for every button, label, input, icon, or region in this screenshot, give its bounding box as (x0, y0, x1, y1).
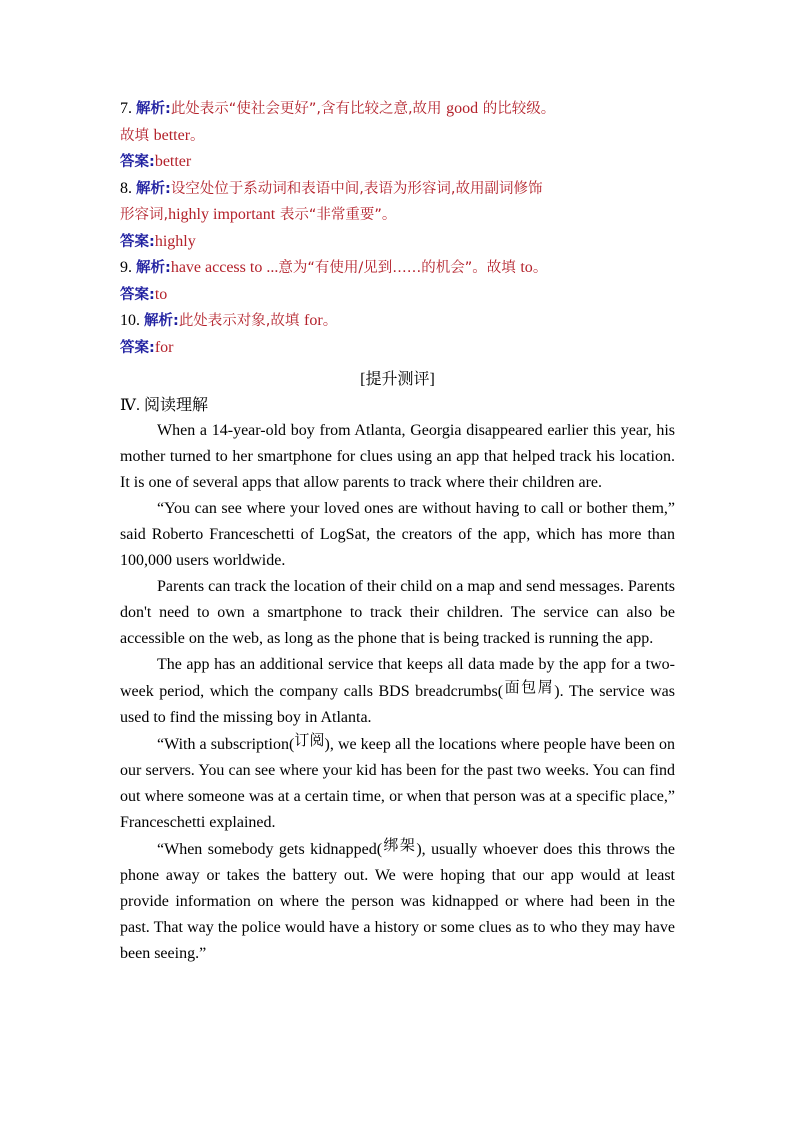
passage-paragraph (120, 574, 675, 652)
explanation-text: 。 (190, 127, 205, 144)
explanation-line (120, 176, 675, 203)
question-number: 9. (120, 259, 136, 276)
paragraph-text: “When somebody gets kidnapped( (157, 841, 383, 858)
explanation-text: 设空处位于系动词和表语中间,表语为形容词,故用副词修饰 (170, 180, 543, 197)
gloss-annotation: 绑架 (382, 836, 417, 854)
explanation-text: better (153, 126, 191, 144)
explanation-line (120, 308, 675, 335)
reading-passage (120, 418, 675, 967)
answer-line (120, 335, 675, 362)
paragraph-text: The app has an additional service that keeps all data made by the app for a two-week period, which the company calls BDS breadcrumbs( (120, 656, 675, 700)
explanation-text: 意为“有使用/见到……的机会”。故填 (278, 260, 521, 276)
answer-value: better (154, 153, 192, 170)
explanation-text: 表示“非常重要”。 (275, 207, 397, 223)
explanation-line (120, 123, 675, 150)
answer-line (120, 149, 675, 176)
paragraph-text: When a 14-year-old boy from Atlanta, Georgia disappeared earlier this year, his mother turned to her smartphone for clues using an app that helped track his location. It is one of several apps that allow parents to track where their children are. (120, 422, 675, 491)
passage-paragraph (120, 836, 675, 967)
explanation-line (120, 202, 675, 229)
question-number: 7. (120, 100, 136, 117)
passage-paragraph (120, 652, 675, 731)
gloss-annotation: 订阅 (294, 731, 325, 749)
explanation-text: highly important (168, 206, 276, 223)
question-number: 10. (120, 312, 144, 329)
answer-label: 答案: (120, 286, 155, 303)
explanation-text: 。 (532, 260, 548, 276)
explanation-line (120, 96, 675, 123)
section-title: [提升测评] (360, 371, 435, 388)
paragraph-text: “You can see where your loved ones are without having to call or bother them,” said Roberto Franceschetti of LogSat, the creators of the app, which has more than 100,000 users worldwide. (120, 500, 675, 569)
explanation-label: 解析: (136, 260, 171, 276)
gloss-annotation: 面包屑 (503, 678, 555, 696)
answer-value: highly (154, 232, 196, 250)
answer-label: 答案: (120, 339, 155, 356)
explanation-text: 形容词, (120, 207, 169, 223)
document-page (120, 96, 675, 967)
paragraph-text: Parents can track the location of their child on a map and send messages. Parents don't need to own a smartphone to track their children. The service can also be accessible on the web, as long as the phone that is being tracked is running the app. (120, 578, 675, 647)
explanation-text: 故填 (120, 127, 154, 144)
passage-paragraph (120, 418, 675, 496)
paragraph-text: “With a subscription( (157, 736, 295, 753)
answer-label: 答案: (120, 233, 155, 250)
passage-paragraph (120, 496, 675, 574)
answer-line (120, 282, 675, 309)
explanation-text: 此处表示对象,故填 (178, 313, 305, 329)
answer-line (120, 229, 675, 256)
paragraph-text: ), usually whoever does this throws the phone away or takes the battery out. We were hoping that our app would at least provide information on where the person was kidnapped or where had been in the past. That way the police would have a history or some clues as to who they may have been seeing.” (120, 841, 675, 962)
question-number: 8. (120, 179, 136, 197)
subsection-heading: Ⅳ. 阅读理解 (120, 397, 208, 414)
explanation-text: 的比较级。 (478, 101, 556, 117)
explanation-text: have access to ... (170, 259, 279, 276)
explanation-line (120, 255, 675, 282)
answer-value: to (154, 285, 168, 303)
explanation-text: 此处表示“使社会更好”,含有比较之意,故用 (170, 101, 447, 117)
explanation-text: good (446, 100, 479, 117)
answer-explanations (120, 96, 675, 361)
explanation-label: 解析: (136, 180, 171, 197)
paragraph-text: ), we keep all the locations where people have been on our servers. You can see where your kid has been for the past two weeks. You can find out where someone was at a certain time, or when that person was at a specific place,” Franceschetti explained. (120, 736, 675, 831)
explanation-text: for (304, 312, 323, 329)
answer-value: for (154, 338, 174, 356)
passage-paragraph (120, 731, 675, 836)
explanation-label: 解析: (144, 313, 179, 329)
paragraph-text: ). The service was used to find the missing boy in Atlanta. (120, 683, 675, 726)
explanation-text: to (520, 259, 533, 276)
answer-label: 答案: (120, 154, 155, 170)
explanation-label: 解析: (136, 101, 171, 117)
explanation-text: 。 (322, 313, 338, 329)
